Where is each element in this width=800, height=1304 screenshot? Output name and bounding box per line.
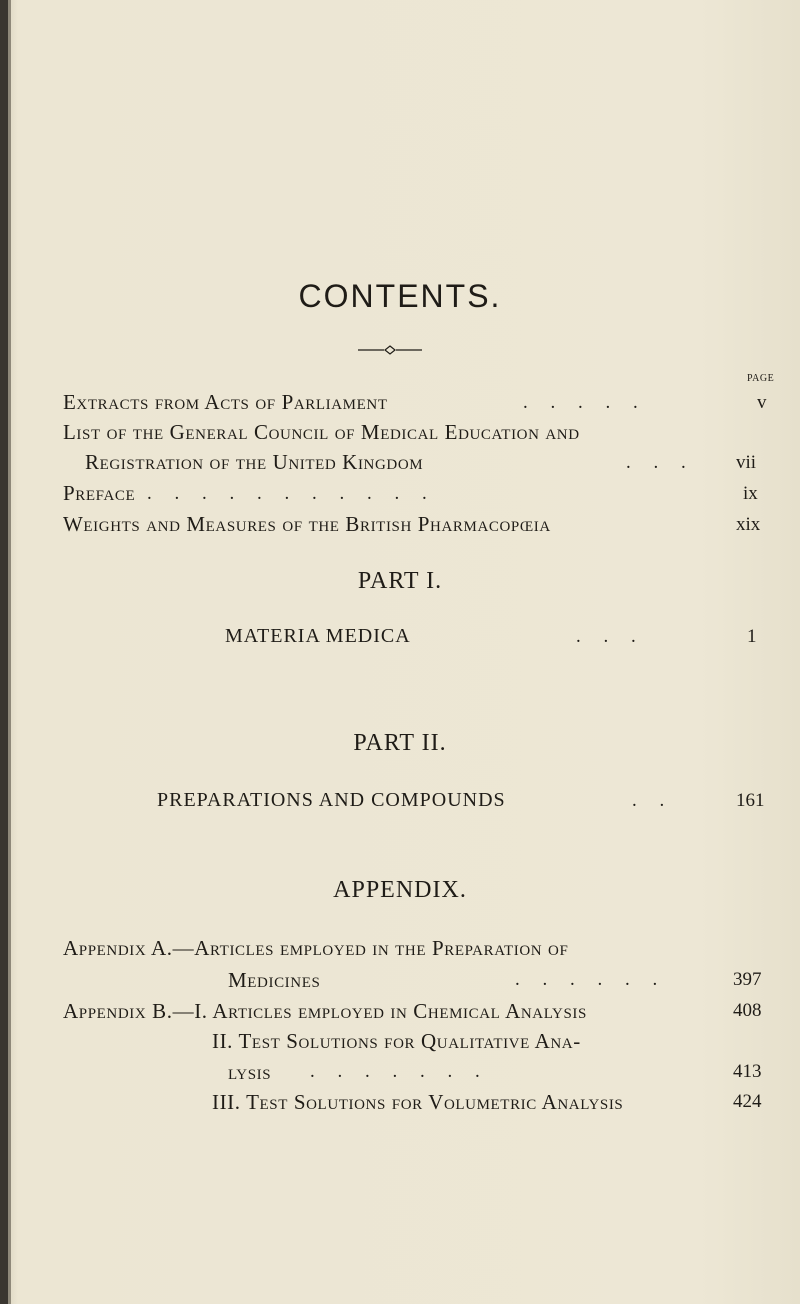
part-one-heading: PART I. [357, 568, 443, 594]
toc-leader: . . . . . . [515, 969, 667, 990]
toc-page-number: 1 [747, 626, 757, 647]
toc-leader: . . . . . . . . . . . [147, 483, 436, 504]
toc-entry-appendix-b-two-cont: lysis [228, 1060, 272, 1084]
section-preparations-compounds: PREPARATIONS AND COMPOUNDS [157, 789, 506, 811]
section-materia-medica: MATERIA MEDICA [225, 625, 411, 647]
page-binding-edge [0, 0, 8, 1304]
toc-leader: . . . [576, 626, 645, 647]
toc-entry-appendix-a-cont: Medicines [228, 968, 321, 992]
page-binding-shadow [8, 0, 11, 1304]
toc-leader: . . . [626, 452, 695, 473]
part-two-heading: PART II. [353, 730, 447, 756]
appendix-heading: APPENDIX. [333, 877, 467, 903]
toc-entry-extracts: Extracts from Acts of Parliament [63, 390, 388, 414]
toc-entry-appendix-b-three: III. Test Solutions for Volumetric Analysis [212, 1090, 624, 1114]
toc-entry-appendix-b-two: II. Test Solutions for Qualitative Ana- [212, 1029, 581, 1053]
toc-entry-preface: Preface [63, 481, 136, 505]
toc-entry-appendix-b-one: Appendix B.—I. Articles employed in Chemical Analysis [63, 999, 587, 1023]
toc-leader: . . . . . . . [310, 1061, 489, 1082]
contents-title: CONTENTS. [298, 278, 502, 314]
toc-page-number: ix [743, 483, 758, 504]
toc-page-number: 413 [733, 1061, 762, 1082]
title-ornament [358, 345, 422, 355]
toc-page-number: 408 [733, 1000, 762, 1021]
toc-page-number: 424 [733, 1091, 762, 1112]
toc-page-number: v [757, 392, 767, 413]
toc-entry-general-council-cont: Registration of the United Kingdom [85, 450, 424, 474]
toc-leader: . . . . . [523, 392, 647, 413]
page-column-header: PAGE [747, 373, 775, 384]
toc-page-number: xix [736, 514, 761, 535]
toc-page-number: 397 [733, 969, 762, 990]
toc-entry-appendix-a: Appendix A.—Articles employed in the Preparation of [63, 936, 569, 960]
toc-page-number: 161 [736, 790, 765, 811]
toc-page-number: vii [736, 452, 757, 473]
toc-entry-general-council: List of the General Council of Medical Education and [63, 420, 580, 444]
toc-entry-weights-measures: Weights and Measures of the British Pharmacopœia [63, 512, 551, 536]
toc-leader: . . [632, 790, 674, 811]
